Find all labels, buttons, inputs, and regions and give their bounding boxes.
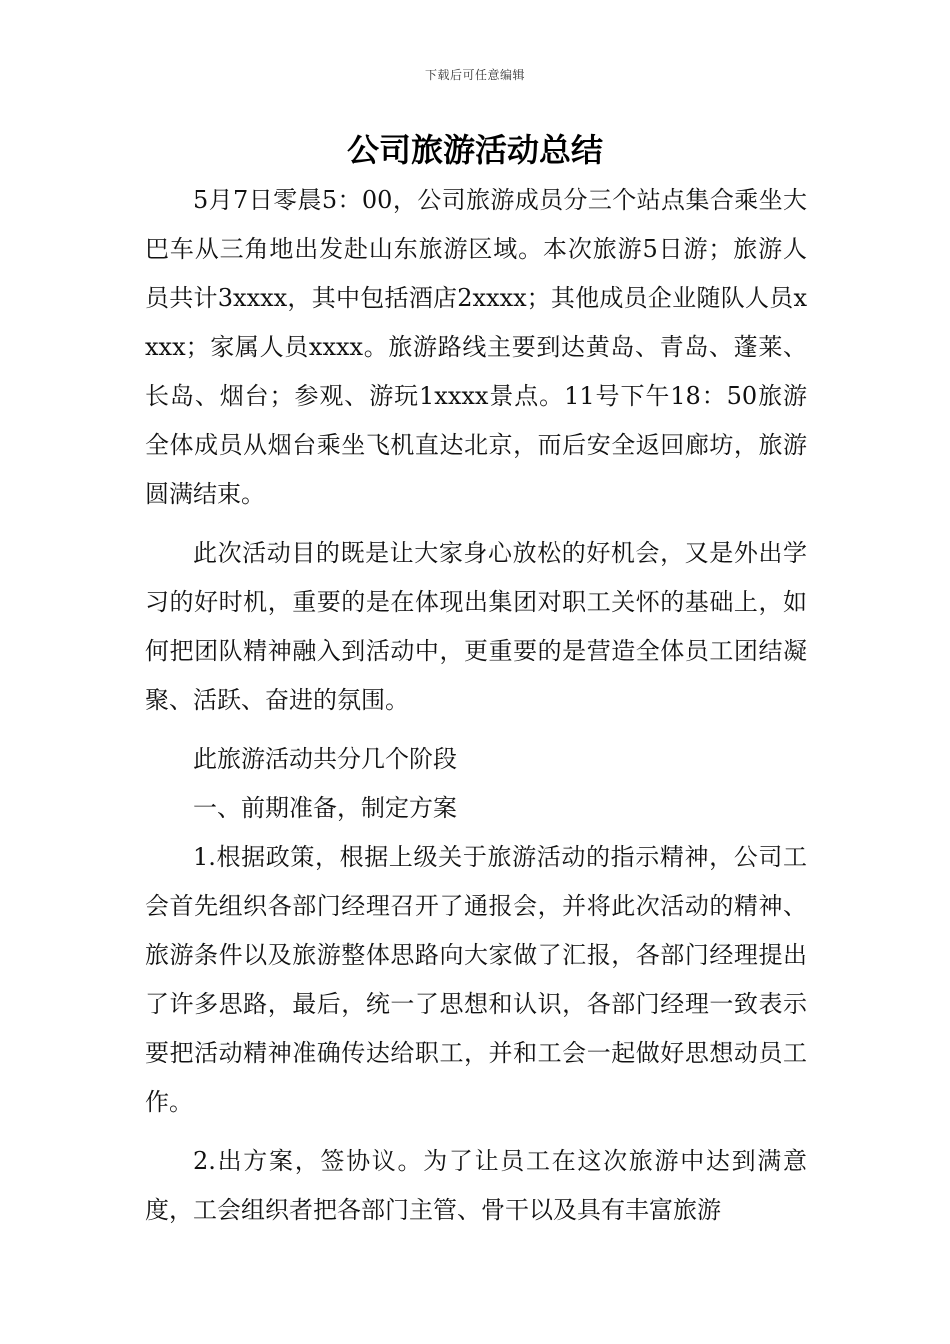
paragraph-activity-purpose: 此次活动目的既是让大家身心放松的好机会，又是外出学习的好时机，重要的是在体现出集团对职工关怀的基础上，如何把团队精神融入到活动中，更重要的是营造全体员工团结凝聚、活跃、奋进的氛围。 bbox=[145, 539, 807, 714]
section-heading-preparation: 一、前期准备，制定方案 bbox=[193, 794, 457, 822]
paragraph-trip-overview: 5月7日零晨5：00，公司旅游成员分三个站点集合乘坐大巴车从三角地出发赴山东旅游区域。本次旅游5日游；旅游人员共计3xxxx，其中包括酒店2xxxx；其他成员企业随队人员xxxx；家属人员xxxx。旅游路线主要到达黄岛、青岛、蓬莱、长岛、烟台；参观、游玩1xxxx景点。11号下午18：50旅游全体成员从烟台乘坐飞机直达北京，而后安全返回廊坊，旅游圆满结束。 bbox=[145, 186, 807, 508]
paragraph-item-1: 1.根据政策，根据上级关于旅游活动的指示精神，公司工会首先组织各部门经理召开了通报会，并将此次活动的精神、旅游条件以及旅游整体思路向大家做了汇报，各部门经理提出了许多思路，最后，统一了思想和认识，各部门经理一致表示要把活动精神准确传达给职工，并和工会一起做好思想动员工作。 bbox=[145, 843, 807, 1116]
page-header-note: 下载后可任意编辑 bbox=[424, 68, 525, 82]
document-title: 公司旅游活动总结 bbox=[346, 131, 603, 169]
paragraph-stages-intro: 此旅游活动共分几个阶段 bbox=[193, 745, 457, 773]
paragraph-item-2: 2.出方案，签协议。为了让员工在这次旅游中达到满意度，工会组织者把各部门主管、骨干以及具有丰富旅游 bbox=[145, 1147, 807, 1224]
document-body bbox=[145, 176, 807, 1235]
